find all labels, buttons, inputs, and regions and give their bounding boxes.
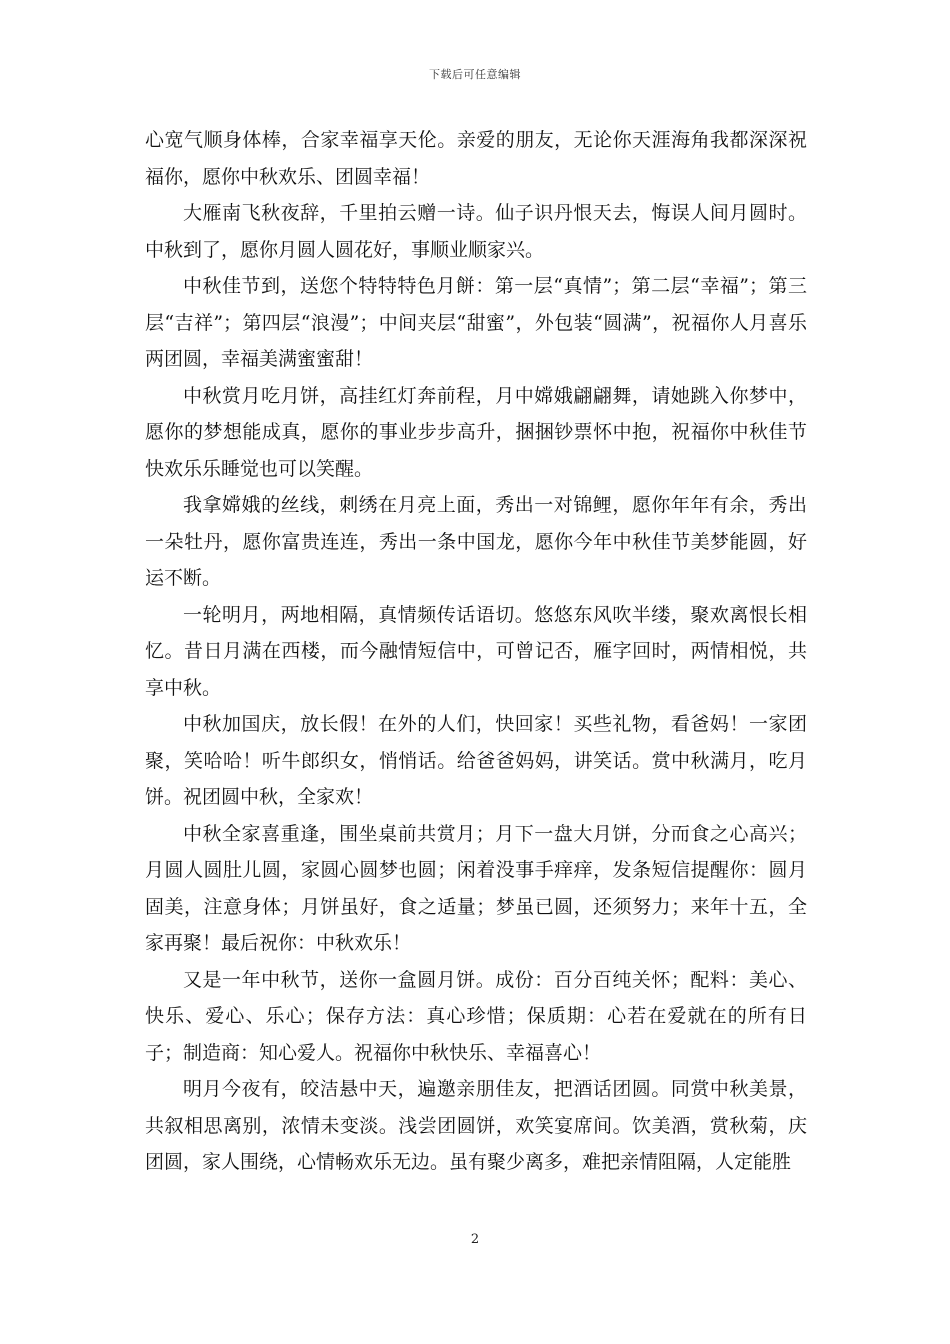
- paragraph: 我拿嫦娥的丝线，刺绣在月亮上面，秀出一对锦鲤，愿你年年有余，秀出一朵牡丹，愿你富贵连连，秀出一条中国龙，愿你今年中秋佳节美梦能圆，好运不断。: [145, 494, 807, 589]
- paragraph: 一轮明月，两地相隔，真情频传话语切。悠悠东风吹半缕，聚欢离恨长相忆。昔日月满在西楼，而今融情短信中，可曾记否，雁字回时，两情相悦，共享中秋。: [145, 603, 807, 699]
- paragraph: 中秋加国庆，放长假！在外的人们，快回家！买些礼物，看爸妈！一家团聚，笑哈哈！听牛郎织女，悄悄话。给爸爸妈妈，讲笑话。赏中秋满月，吃月饼。祝团圆中秋，全家欢！: [145, 713, 807, 808]
- page-header-note: 下载后可任意编辑: [429, 68, 521, 81]
- paragraph: 又是一年中秋节，送你一盒圆月饼。成份：百分百纯关怀；配料：美心、快乐、爱心、乐心；保存方法：真心珍惜；保质期：心若在爱就在的所有日子；制造商：知心爱人。祝福你中秋快乐、幸福喜心！: [145, 968, 807, 1064]
- paragraph: 明月今夜有，皎洁悬中天，遍邀亲朋佳友，把酒话团圆。同赏中秋美景，共叙相思离别，浓情未变淡。浅尝团圆饼，欢笑宴席间。饮美酒，赏秋菊，庆团圆，家人围绕，心情畅欢乐无边。虽有聚少离多，难把亲情阻隔，人定能胜: [145, 1078, 807, 1173]
- paragraph: 中秋佳节到，送您个特特特色月餅：第一层“真情”；第二层“幸福”；第三层“吉祥”；第四层“浪漫”；中间夹层“甜蜜”，外包装“圆满”，祝福你人月喜乐两团圆，幸福美满蜜蜜甜！: [145, 275, 807, 370]
- page-number: 2: [470, 1232, 480, 1247]
- document-body: [145, 122, 807, 1181]
- paragraph: 心宽气顺身体棒，合家幸福享天伦。亲爱的朋友，无论你天涯海角我都深深祝福你，愿你中秋欢乐、团圆幸福！: [145, 129, 807, 188]
- paragraph: 中秋赏月吃月饼，高挂红灯奔前程，月中嫦娥翩翩舞，请她跳入你梦中，愿你的梦想能成真，愿你的事业步步高升，捆捆钞票怀中抱，祝福你中秋佳节快欢乐乐睡觉也可以笑醒。: [145, 384, 807, 480]
- paragraph: 中秋全家喜重逢，围坐桌前共赏月；月下一盘大月饼，分而食之心高兴；月圆人圆肚儿圆，家圆心圆梦也圆；闲着没事手痒痒，发条短信提醒你：圆月固美，注意身体；月饼虽好，食之适量；梦虽已圆，还须努力；来年十五，全家再聚！最后祝你：中秋欢乐！: [145, 822, 807, 954]
- paragraph: 大雁南飞秋夜辞，千里拍云赠一诗。仙子识丹恨天去，悔误人间月圆时。中秋到了，愿你月圆人圆花好，事顺业顺家兴。: [145, 202, 807, 261]
